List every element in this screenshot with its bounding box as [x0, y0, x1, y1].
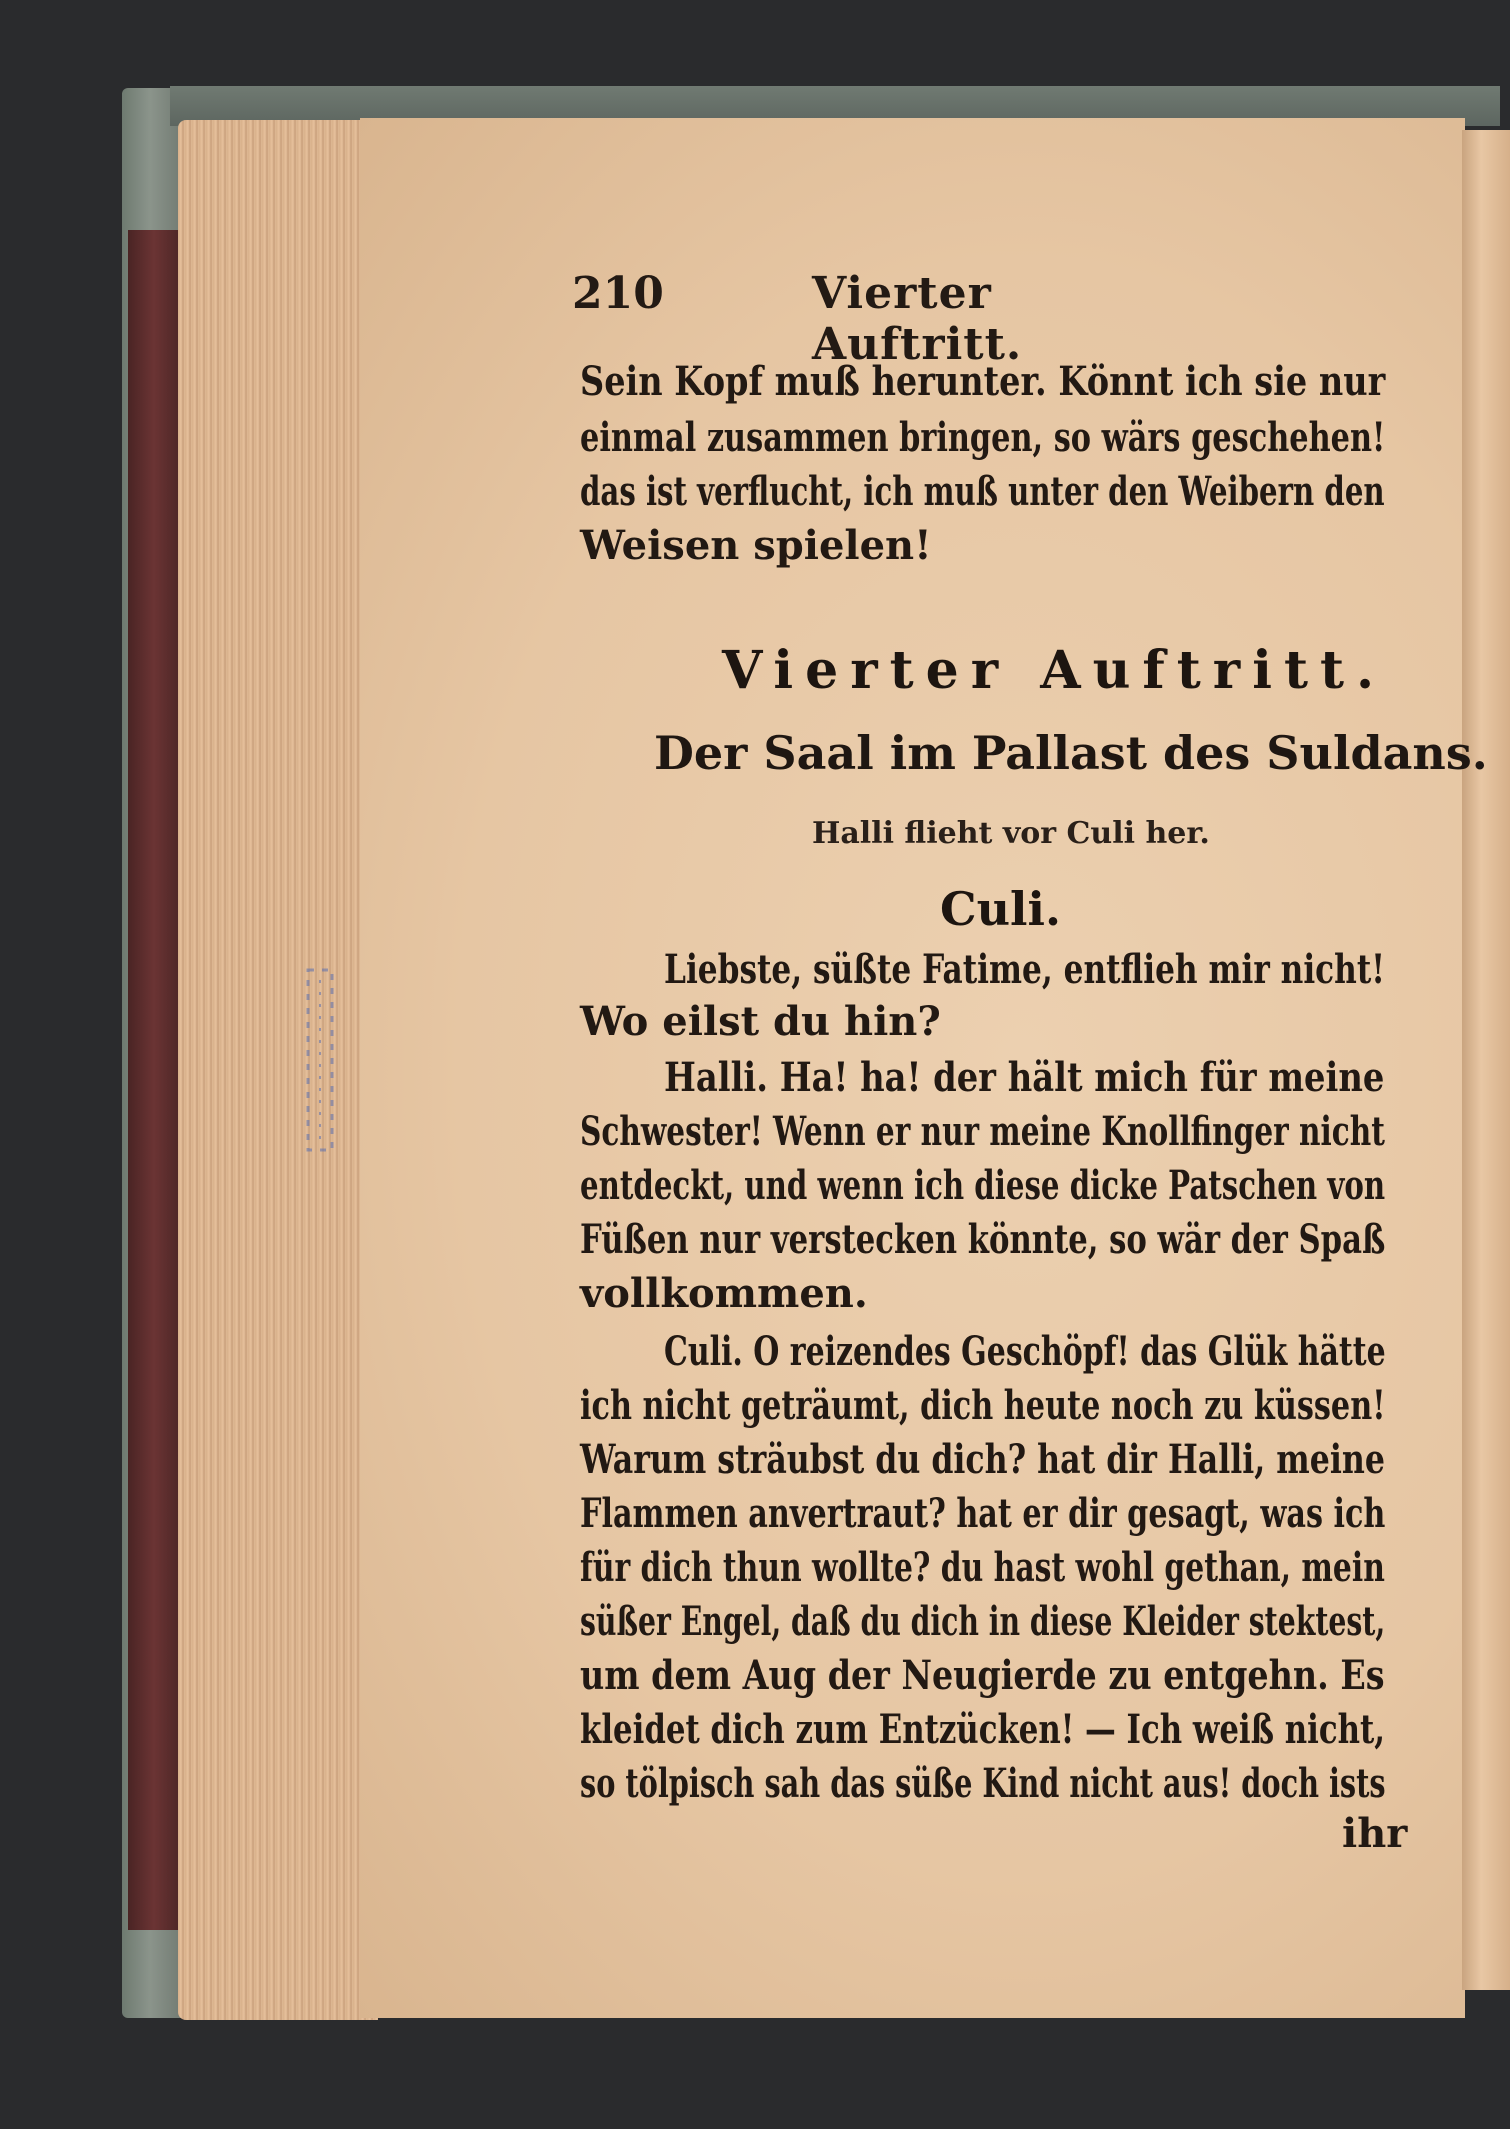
text-line: Wo eilst du hin?	[580, 998, 941, 1045]
catchword: ihr	[1342, 1810, 1408, 1857]
scene-setting: Der Saal im Pallast des Suldans.	[654, 726, 1488, 780]
speaker-name: Culi.	[940, 882, 1062, 936]
text-line: ich nicht geträumt, dich heute noch zu küssen!	[580, 1382, 1386, 1429]
running-title: Vierter Auftritt.	[812, 268, 1023, 370]
text-line: Liebste, süßte Fatime, entflieh mir nicht!	[664, 946, 1385, 993]
page-number: 210	[572, 268, 664, 319]
library-stamp-mark	[300, 960, 340, 1160]
text-line: für dich thun wollte? du hast wohl gethan, mein	[580, 1544, 1385, 1591]
page-header	[572, 268, 1122, 370]
text-line: kleidet dich zum Entzücken! — Ich weiß nicht,	[580, 1706, 1385, 1753]
text-line: Sein Kopf muß herunter. Könnt ich sie nur	[580, 358, 1386, 405]
text-line: um dem Aug der Neugierde zu entgehn. Es	[580, 1652, 1385, 1699]
book-leather-edge	[128, 230, 180, 1930]
text-line: einmal zusammen bringen, so wärs geschehen!	[580, 414, 1386, 461]
text-line: Culi. O reizendes Geschöpf! das Glük hätte	[664, 1328, 1386, 1375]
text-line: Flammen anvertraut? hat er dir gesagt, was ich	[580, 1490, 1386, 1537]
text-line: das ist verflucht, ich muß unter den Weibern den	[580, 468, 1385, 515]
text-line: Schwester! Wenn er nur meine Knollfinger nicht	[580, 1108, 1385, 1155]
facing-page-edge	[1462, 130, 1510, 1990]
text-line: vollkommen.	[580, 1270, 868, 1317]
text-line: Warum sträubst du dich? hat dir Halli, meine	[580, 1436, 1385, 1483]
stage-direction: Halli flieht vor Culi her.	[812, 816, 1210, 851]
page-edges-stack	[178, 120, 378, 2020]
text-line: süßer Engel, daß du dich in diese Kleider stektest,	[580, 1598, 1386, 1645]
text-line: Weisen spielen!	[580, 522, 932, 569]
text-line: so tölpisch sah das süße Kind nicht aus! doch ists	[580, 1760, 1386, 1807]
text-line: Füßen nur verstecken könnte, so wär der Spaß	[580, 1216, 1386, 1263]
text-line: entdeckt, und wenn ich diese dicke Patschen von	[580, 1162, 1386, 1209]
scene-title: Vierter Auftritt.	[722, 640, 1387, 701]
text-line: Halli. Ha! ha! der hält mich für meine	[664, 1054, 1385, 1101]
